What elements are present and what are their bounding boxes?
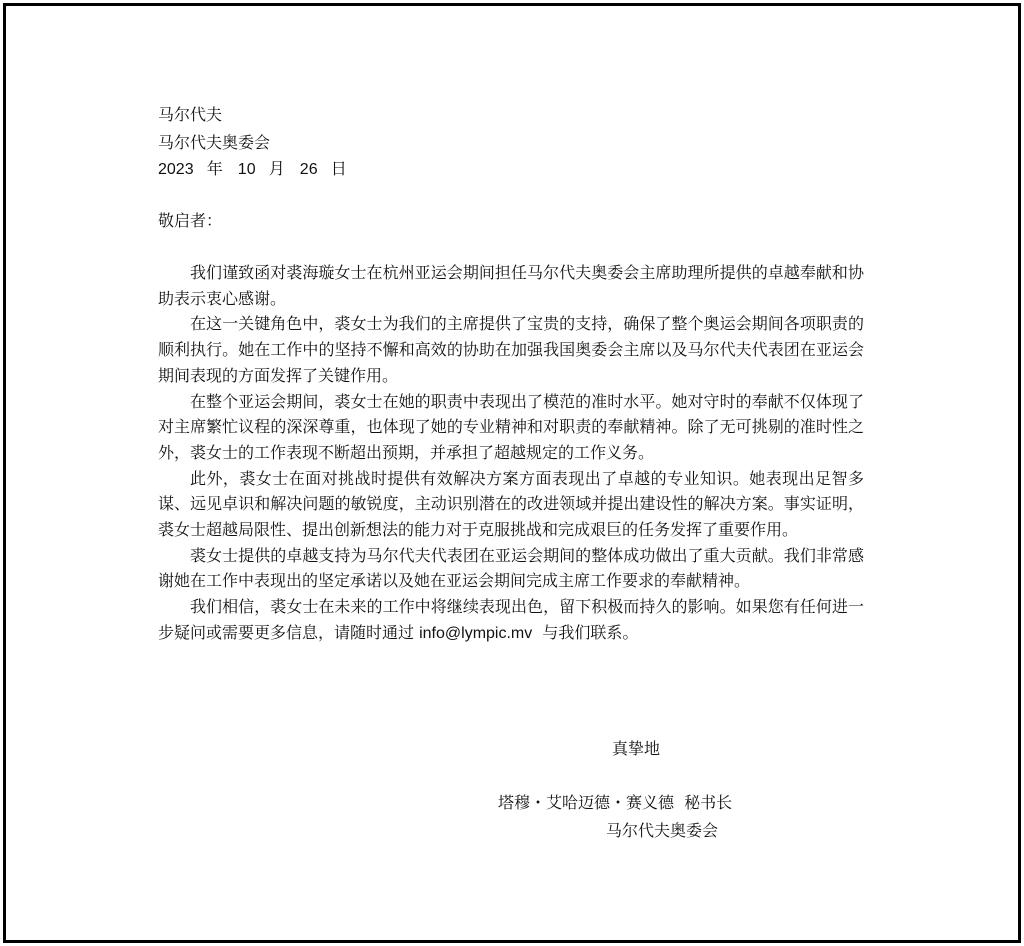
salutation: 敬启者： — [158, 211, 223, 230]
body-paragraph-6 — [158, 594, 864, 646]
closing-phrase: 真挚地 — [612, 739, 661, 758]
contact-email-link[interactable]: info@lympic.mv — [419, 624, 533, 642]
recipient-country: 马尔代夫 — [158, 105, 223, 124]
contact-text-after: 与我们联系。 — [532, 622, 639, 642]
signatory-name-title: 塔穆・艾哈迈德・赛义德 秘书长 — [498, 793, 733, 812]
recipient-organization: 马尔代夫奥委会 — [158, 133, 271, 152]
signatory-organization: 马尔代夫奥委会 — [606, 821, 719, 840]
date-day-unit: 日 — [330, 159, 347, 178]
date-year-unit: 年 — [206, 159, 223, 178]
date-year: 2023 — [158, 161, 194, 178]
letter-date — [158, 158, 347, 181]
body-paragraph-5: 裘女士提供的卓越支持为马尔代夫代表团在亚运会期间的整体成功做出了重大贡献。我们非常感谢她在工作中表现出的坚定承诺以及她在亚运会期间完成主席工作要求的奉献精神。 — [158, 545, 864, 591]
date-month-unit: 月 — [268, 159, 285, 178]
date-day: 26 — [299, 161, 318, 178]
body-paragraph-2: 在这一关键角色中，裘女士为我们的主席提供了宝贵的支持，确保了整个奥运会期间各项职责的顺利执行。她在工作中的坚持不懈和高效的协助在加强我国奥委会主席以及马尔代夫代表团在亚运会期间表现的方面发挥了关键作用。 — [158, 314, 864, 385]
body-paragraph-3: 在整个亚运会期间，裘女士在她的职责中表现出了模范的准时水平。她对守时的奉献不仅体现了对主席繁忙议程的深深尊重，也体现了她的专业精神和对职责的奉献精神。除了无可挑剔的准时性之外，裘女士的工作表现不断超出预期，并承担了超越规定的工作义务。 — [158, 391, 864, 462]
date-month: 10 — [237, 161, 256, 178]
letter-body — [158, 260, 864, 647]
body-paragraph-4: 此外，裘女士在面对挑战时提供有效解决方案方面表现出了卓越的专业知识。她表现出足智多谋、远见卓识和解决问题的敏锐度，主动识别潜在的改进领域并提出建设性的解决方案。事实证明，裘女士超越局限性、提出创新想法的能力对于克服挑战和完成艰巨的任务发挥了重要作用。 — [158, 468, 864, 540]
body-paragraph-1: 我们谨致函对裘海璇女士在杭州亚运会期间担任马尔代夫奥委会主席助理所提供的卓越奉献和协助表示衷心感谢。 — [158, 263, 864, 308]
contact-text-before: 我们相信，裘女士在未来的工作中将继续表现出色，留下积极而持久的影响。如果您有任何进一步疑问或需要更多信息，请随时通过 — [158, 597, 864, 642]
